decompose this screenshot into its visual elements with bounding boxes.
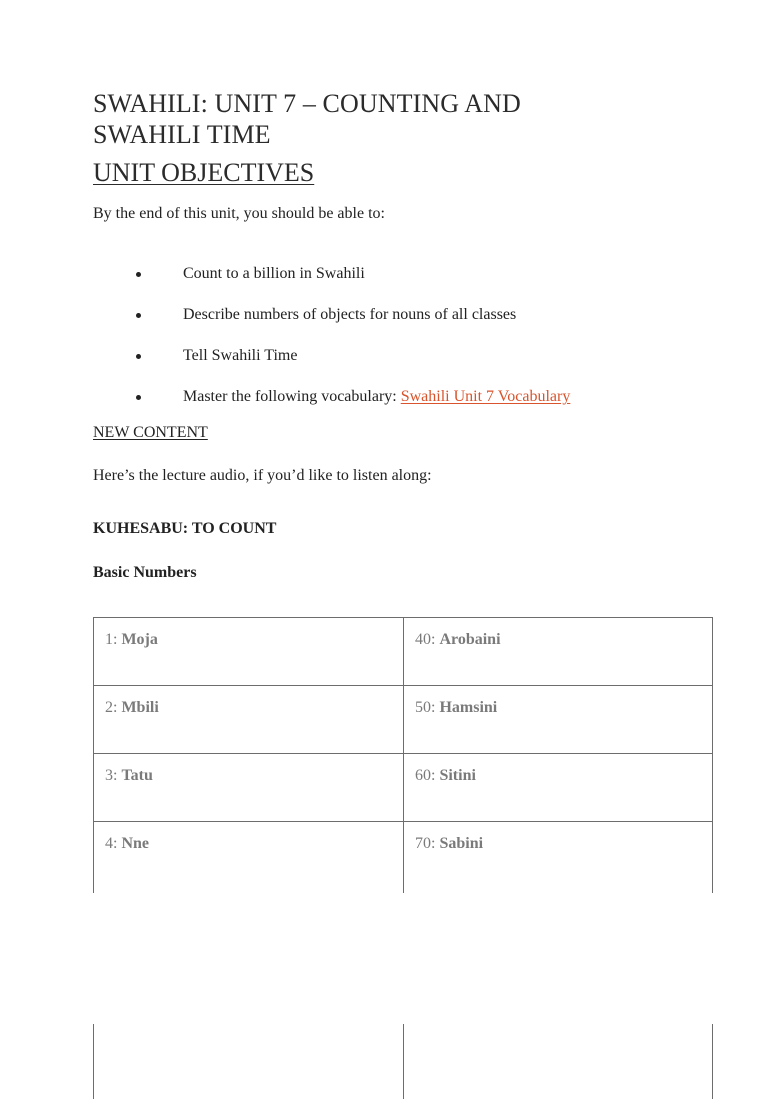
vocabulary-link[interactable]: Swahili Unit 7 Vocabulary <box>400 388 571 405</box>
number-word: Mbili <box>121 699 159 716</box>
number-label: 3: <box>105 767 122 784</box>
number-label: 4: <box>105 835 122 852</box>
objective-text: Describe numbers of objects for nouns of all classes <box>183 306 517 323</box>
page-title-line-1: SWAHILI: UNIT 7 – COUNTING AND <box>93 89 521 118</box>
number-word: Arobaini <box>439 631 501 648</box>
table-cell <box>404 618 713 686</box>
table-row <box>94 618 713 686</box>
numbers-table <box>93 617 713 1099</box>
objective-text: Tell Swahili Time <box>183 347 298 364</box>
table-cell <box>404 686 713 754</box>
number-word: Hamsini <box>439 699 498 716</box>
number-word: Sabini <box>439 835 484 852</box>
number-word: Nne <box>121 835 150 852</box>
objective-text: Count to a billion in Swahili <box>183 265 365 282</box>
lecture-audio-text: Here’s the lecture audio, if you’d like to listen along: <box>93 467 432 484</box>
table-cell <box>94 754 404 822</box>
page-bottom-margin <box>90 893 720 1024</box>
objective-item <box>0 263 700 285</box>
objectives-intro: By the end of this unit, you should be able to: <box>93 205 385 222</box>
table-cell <box>94 686 404 754</box>
new-content-heading: NEW CONTENT <box>93 424 208 441</box>
number-label: 50: <box>415 699 440 716</box>
number-word: Tatu <box>121 767 153 784</box>
number-label: 1: <box>105 631 122 648</box>
table-row <box>94 754 713 822</box>
bullet-icon <box>136 395 141 400</box>
number-label: 60: <box>415 767 440 784</box>
section-heading: KUHESABU: TO COUNT <box>93 520 277 537</box>
number-label: 40: <box>415 631 440 648</box>
bullet-icon <box>136 313 141 318</box>
page-title-line-2: SWAHILI TIME <box>93 120 271 149</box>
objective-text <box>183 386 570 408</box>
number-label: 70: <box>415 835 440 852</box>
number-word: Sitini <box>439 767 476 784</box>
objective-item <box>0 386 700 408</box>
bullet-icon <box>136 272 141 277</box>
objective-item <box>0 345 700 367</box>
table-cell <box>404 754 713 822</box>
number-label: 2: <box>105 699 122 716</box>
objective-text-prefix: Master the following vocabulary: <box>183 388 401 405</box>
number-word: Moja <box>121 631 158 648</box>
unit-objectives-heading: UNIT OBJECTIVES <box>93 158 315 187</box>
table-row <box>94 686 713 754</box>
bullet-icon <box>136 354 141 359</box>
subsection-heading: Basic Numbers <box>93 564 197 581</box>
table-cell <box>94 618 404 686</box>
objective-item <box>0 304 700 326</box>
page-title <box>93 88 693 150</box>
